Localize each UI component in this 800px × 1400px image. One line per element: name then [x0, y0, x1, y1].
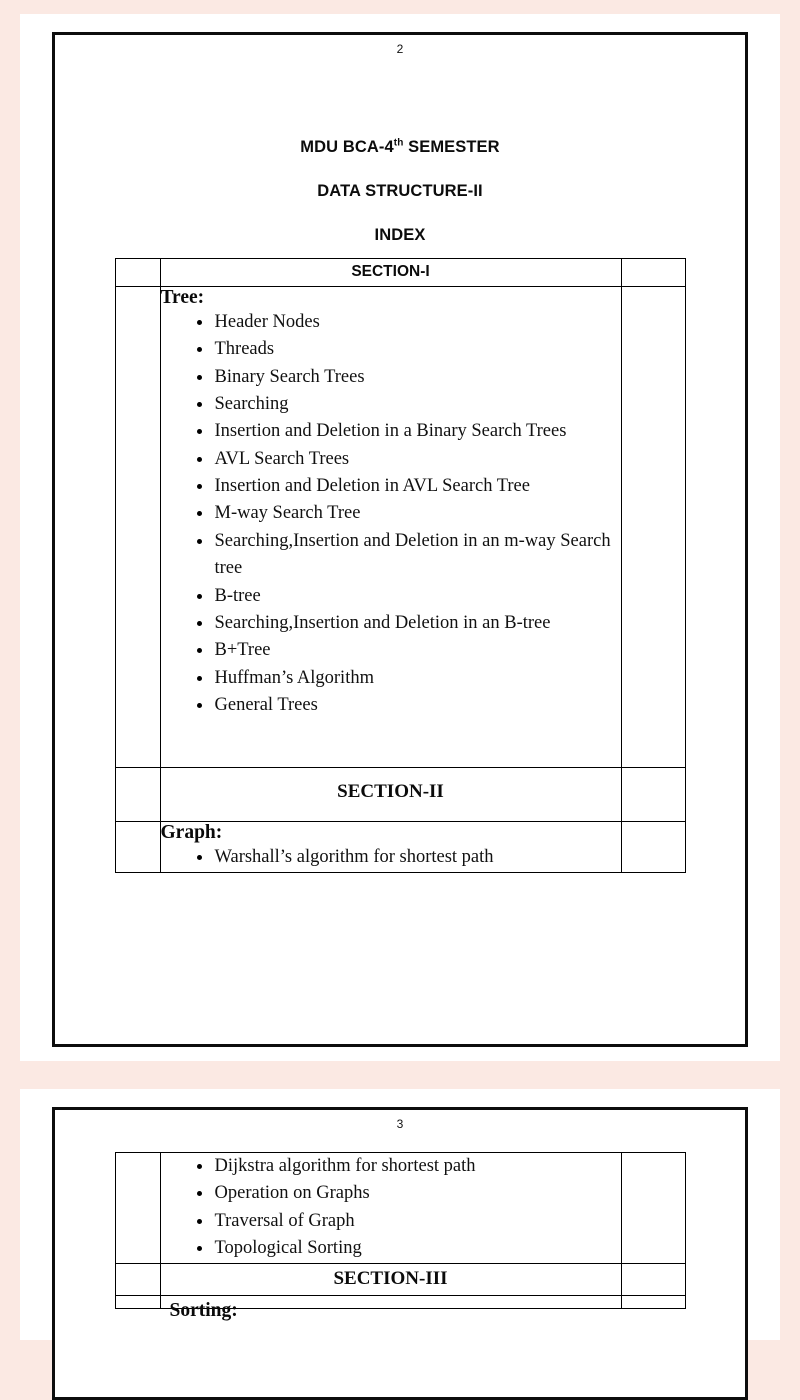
row-number-cell: [115, 1153, 160, 1264]
section-banner-cell: [160, 1263, 621, 1295]
section-heading-1: SECTION-I: [351, 263, 430, 280]
topic-list-graph: [161, 844, 621, 871]
page-1-border: [52, 32, 748, 1047]
heading-semester: [83, 138, 717, 157]
page-2-content: [55, 1110, 745, 1321]
document-heading-block: [83, 138, 717, 245]
page-2-border: [52, 1107, 748, 1400]
section-banner-cell: [160, 768, 621, 822]
list-item: Insertion and Deletion in AVL Search Tree: [195, 473, 621, 500]
topic-group-tree: [160, 287, 621, 768]
row-number-cell: [115, 1263, 160, 1295]
group-title: Sorting:: [169, 1299, 238, 1321]
topic-group-graph: [160, 822, 621, 872]
heading-semester-text-before: MDU BCA-4: [300, 138, 394, 156]
list-item: Huffman’s Algorithm: [195, 665, 621, 692]
table-row: [115, 287, 685, 768]
table-row: [115, 1295, 685, 1308]
list-item: Header Nodes: [195, 309, 621, 336]
section-heading-2: SECTION-II: [337, 781, 444, 803]
row-page-cell: [621, 1153, 685, 1264]
section-heading-3: SECTION-III: [333, 1267, 448, 1289]
topic-group-sorting: [160, 1295, 621, 1321]
index-table-page-2: [115, 1152, 686, 1321]
document-page-1: [20, 14, 780, 1061]
list-item: Searching,Insertion and Deletion in an m-way Search tree: [195, 528, 621, 583]
row-page-cell: [621, 768, 685, 822]
table-row: [115, 1153, 685, 1264]
list-item: B-tree: [195, 583, 621, 610]
table-row: [115, 822, 685, 872]
topic-list-tree: [161, 309, 621, 720]
row-number-cell: [115, 1295, 160, 1308]
list-item: Traversal of Graph: [195, 1208, 621, 1235]
row-page-cell: [621, 1295, 685, 1308]
section-banner-cell: [160, 259, 621, 287]
heading-subject: DATA STRUCTURE-II: [317, 182, 483, 200]
row-page-cell: [621, 822, 685, 872]
page-number-2: 3: [396, 1117, 404, 1131]
row-number-cell: [115, 259, 160, 287]
document-page-2: [20, 1089, 780, 1340]
table-row: [115, 768, 685, 822]
table-row: [115, 1263, 685, 1295]
list-item: Searching,Insertion and Deletion in an B-tree: [195, 610, 621, 637]
list-item: AVL Search Trees: [195, 446, 621, 473]
list-item: Threads: [195, 336, 621, 363]
row-number-cell: [115, 287, 160, 768]
list-item: Insertion and Deletion in a Binary Search Trees: [195, 418, 621, 445]
topic-list-graph-continued: [161, 1153, 621, 1263]
table-row: [115, 259, 685, 287]
list-item: General Trees: [195, 692, 621, 719]
cell-bottom-spacer: [161, 719, 621, 767]
list-item: Operation on Graphs: [195, 1180, 621, 1207]
heading-index: INDEX: [374, 226, 426, 244]
list-item: Binary Search Trees: [195, 364, 621, 391]
group-title: Graph:: [160, 822, 223, 844]
heading-semester-text-after: SEMESTER: [403, 138, 500, 156]
row-number-cell: [115, 768, 160, 822]
list-item: Warshall’s algorithm for shortest path: [195, 844, 621, 871]
page-number-1: 2: [396, 42, 404, 56]
list-item: Topological Sorting: [195, 1235, 621, 1262]
index-table-page-1: [115, 258, 686, 873]
topic-group-graph-continued: [160, 1153, 621, 1264]
row-page-cell: [621, 287, 685, 768]
list-item: M-way Search Tree: [195, 500, 621, 527]
heading-semester-superscript: th: [393, 137, 404, 149]
list-item: Searching: [195, 391, 621, 418]
group-title: Tree:: [160, 287, 205, 308]
row-page-cell: [621, 1263, 685, 1295]
list-item: B+Tree: [195, 637, 621, 664]
page-1-content: [55, 35, 745, 873]
row-number-cell: [115, 822, 160, 872]
list-item: Dijkstra algorithm for shortest path: [195, 1153, 621, 1180]
row-page-cell: [621, 259, 685, 287]
